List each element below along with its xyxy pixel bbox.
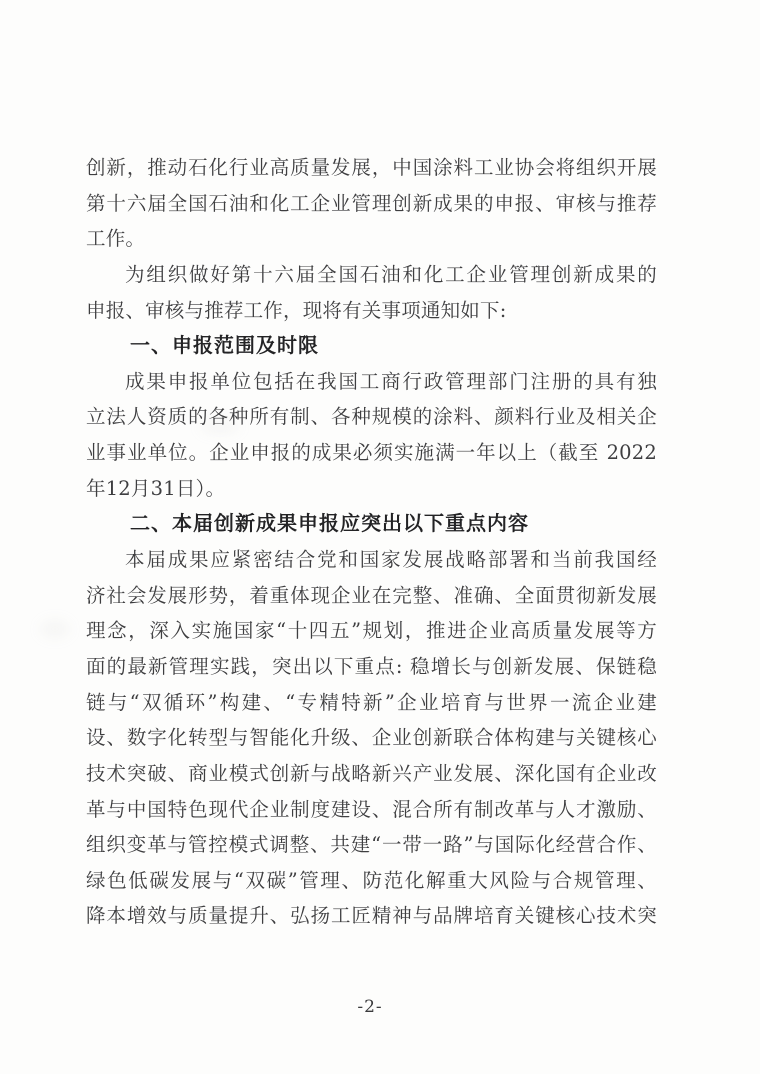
section-heading-1: 一、申报范围及时限 bbox=[130, 333, 319, 358]
doc-line: 申报、审核与推荐工作，现将有关事项通知如下: bbox=[86, 298, 507, 322]
doc-line: 工作。 bbox=[86, 227, 146, 251]
doc-line: 技术突破、商业模式创新与战略新兴产业发展、深化国有企业改 bbox=[86, 761, 657, 785]
doc-line: 绿色低碳发展与“双碳”管理、防范化解重大风险与合规管理、 bbox=[86, 868, 657, 892]
doc-line: 理念，深入实施国家“十四五”规划，推进企业高质量发展等方 bbox=[86, 619, 657, 643]
doc-line: 降本增效与质量提升、弘扬工匠精神与品牌培育关键核心技术突 bbox=[86, 904, 657, 928]
doc-line: 面的最新管理实践，突出以下重点: 稳增长与创新发展、保链稳 bbox=[86, 654, 657, 678]
doc-line: 创新，推动石化行业高质量发展，中国涂料工业协会将组织开展 bbox=[86, 156, 657, 179]
doc-line: 年12月31日）。 bbox=[86, 476, 226, 500]
document-body bbox=[86, 150, 657, 934]
section-heading-2: 二、本届创新成果申报应突出以下重点内容 bbox=[130, 511, 529, 536]
doc-line: 设、数字化转型与智能化升级、企业创新联合体构建与关键核心 bbox=[86, 726, 657, 750]
doc-line: 业事业单位。企业申报的成果必须实施满一年以上（截至 2022 bbox=[86, 441, 657, 465]
doc-line: 立法人资质的各种所有制、各种规模的涂料、颜料行业及相关企 bbox=[86, 405, 657, 429]
doc-line: 链与“双循环”构建、“专精特新”企业培育与世界一流企业建 bbox=[86, 690, 657, 714]
page-number: -2- bbox=[357, 997, 383, 1017]
doc-line: 组织变革与管控模式调整、共建“一带一路”与国际化经营合作、 bbox=[86, 833, 657, 857]
doc-line: 革与中国特色现代企业制度建设、混合所有制改革与人才激励、 bbox=[86, 797, 657, 821]
scan-smudge bbox=[40, 620, 70, 638]
doc-line: 第十六届全国石油和化工企业管理创新成果的申报、审核与推荐 bbox=[86, 191, 657, 215]
doc-line: 济社会发展形势，着重体现企业在完整、准确、全面贯彻新发展 bbox=[86, 583, 657, 607]
doc-line: 为组织做好第十六届全国石油和化工企业管理创新成果的 bbox=[125, 262, 657, 286]
doc-line: 本届成果应紧密结合党和国家发展战略部署和当前我国经 bbox=[125, 548, 657, 572]
doc-line: 成果申报单位包括在我国工商行政管理部门注册的具有独 bbox=[125, 369, 657, 393]
